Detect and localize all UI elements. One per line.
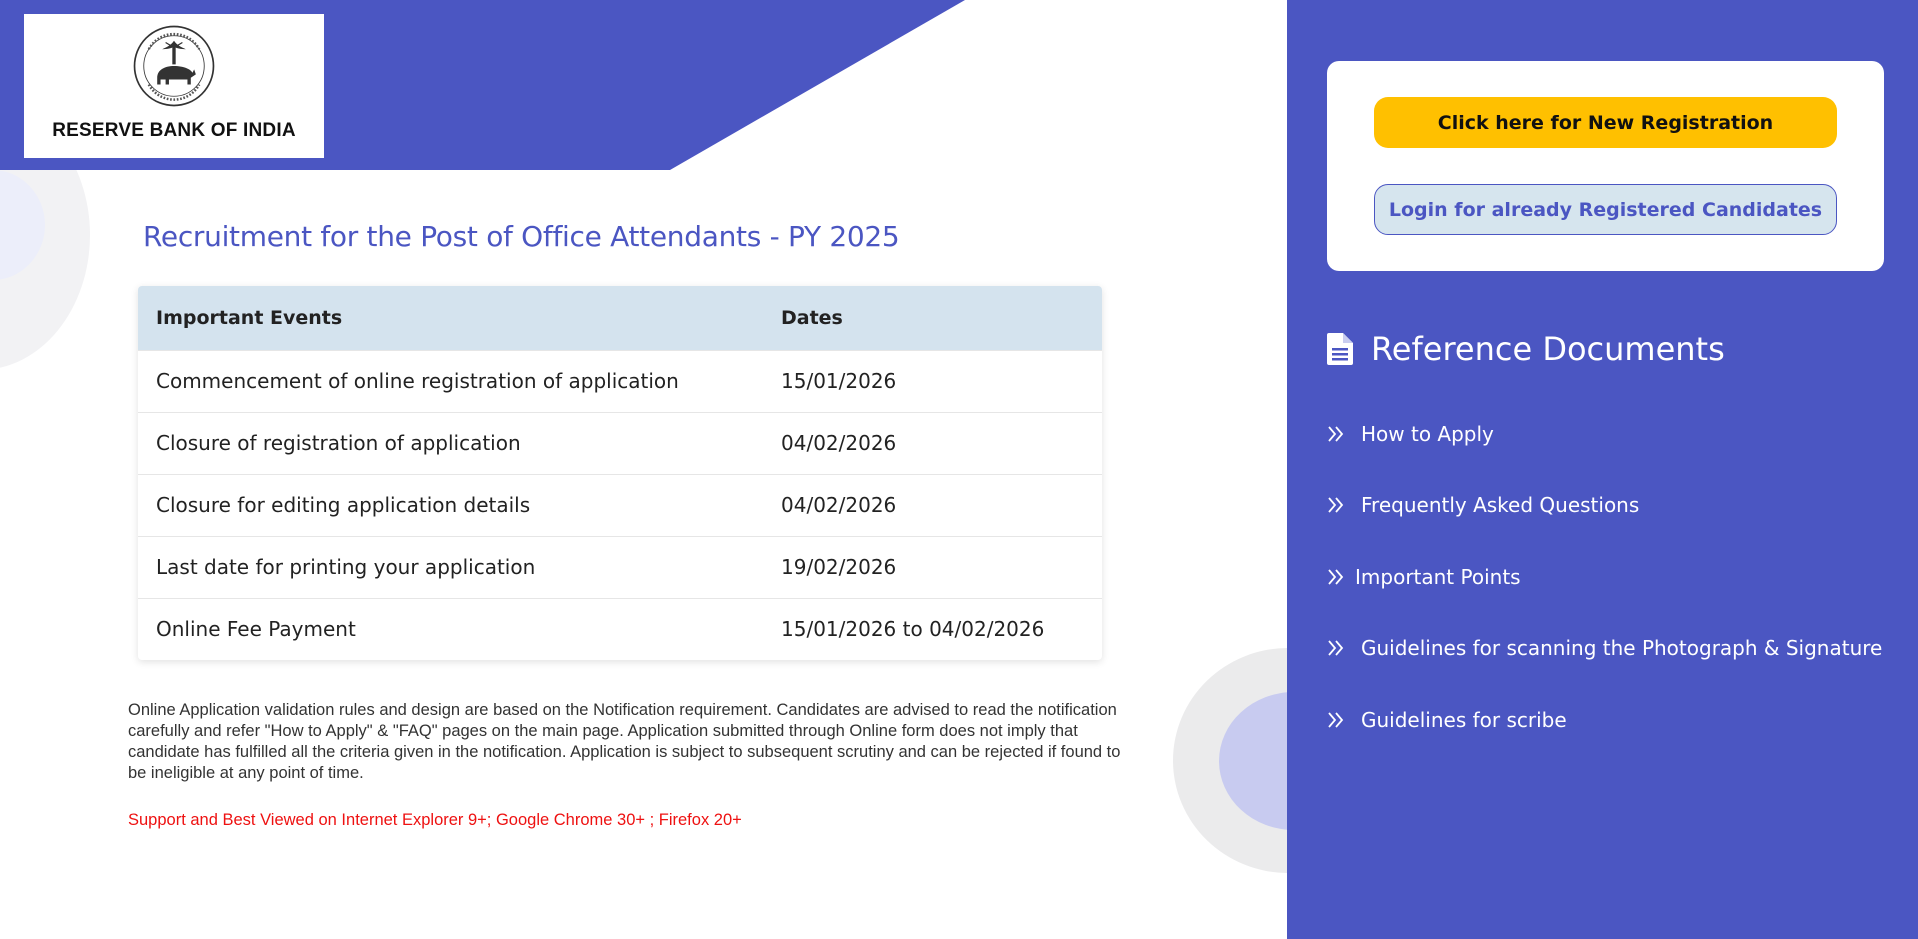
event-cell: Commencement of online registration of application: [138, 350, 763, 412]
double-chevron-right-icon: [1327, 496, 1345, 514]
ref-link-scanning-guidelines[interactable]: [1327, 613, 1882, 685]
new-registration-button[interactable]: Click here for New Registration: [1374, 97, 1837, 148]
column-header-dates: Dates: [763, 286, 1102, 350]
double-chevron-right-icon: [1327, 711, 1345, 729]
date-cell: 15/01/2026 to 04/02/2026: [763, 598, 1102, 660]
login-button[interactable]: Login for already Registered Candidates: [1374, 184, 1837, 235]
event-cell: Online Fee Payment: [138, 598, 763, 660]
event-cell: Closure for editing application details: [138, 474, 763, 536]
side-panel: [1287, 0, 1918, 939]
page-title: Recruitment for the Post of Office Attendants - PY 2025: [143, 220, 900, 253]
browser-support-note: Support and Best Viewed on Internet Explorer 9+; Google Chrome 30+ ; Firefox 20+: [128, 811, 742, 829]
double-chevron-right-icon: [1327, 639, 1345, 657]
double-chevron-right-icon: [1327, 568, 1345, 586]
table-row: [138, 412, 1102, 474]
date-cell: 19/02/2026: [763, 536, 1102, 598]
ref-link-important-points[interactable]: [1327, 541, 1882, 613]
rbi-logo: [24, 14, 324, 158]
rbi-emblem-icon: [132, 24, 216, 108]
action-card: [1327, 61, 1884, 271]
important-events-table: [138, 286, 1102, 660]
double-chevron-right-icon: [1327, 425, 1345, 443]
logo-text: RESERVE BANK OF INDIA: [52, 120, 296, 141]
ref-link-label: Important Points: [1355, 564, 1521, 589]
ref-link-faq[interactable]: [1327, 470, 1882, 542]
table-row: [138, 536, 1102, 598]
ref-link-label: How to Apply: [1361, 421, 1494, 446]
table-row: [138, 474, 1102, 536]
date-cell: 04/02/2026: [763, 474, 1102, 536]
ref-link-label: Guidelines for scribe: [1361, 707, 1567, 732]
date-cell: 15/01/2026: [763, 350, 1102, 412]
column-header-events: Important Events: [138, 286, 763, 350]
ref-link-label: Guidelines for scanning the Photograph & Signature: [1361, 636, 1883, 661]
date-cell: 04/02/2026: [763, 412, 1102, 474]
table-header-row: [138, 286, 1102, 350]
ref-link-label: Frequently Asked Questions: [1361, 493, 1640, 518]
event-cell: Closure of registration of application: [138, 412, 763, 474]
table-row: [138, 598, 1102, 660]
reference-documents-list: [1327, 398, 1882, 756]
document-icon: [1327, 333, 1353, 365]
table-row: [138, 350, 1102, 412]
application-note: Online Application validation rules and design are based on the Notification requirement. Candidates are advised to read the notification carefully and refer "How to Apply" & "FAQ" pages on the main page. Application submitted through Online form does not imply that candidate has fulfilled all the criteria given in the notification. Application is subject to subsequent scrutiny and can be rejected if found to be ineligible at any point of time.: [128, 701, 1121, 782]
ref-link-scribe-guidelines[interactable]: [1327, 684, 1882, 756]
ref-link-how-to-apply[interactable]: [1327, 398, 1882, 470]
event-cell: Last date for printing your application: [138, 536, 763, 598]
reference-heading-text: Reference Documents: [1371, 330, 1725, 368]
reference-documents-heading: [1327, 330, 1725, 368]
